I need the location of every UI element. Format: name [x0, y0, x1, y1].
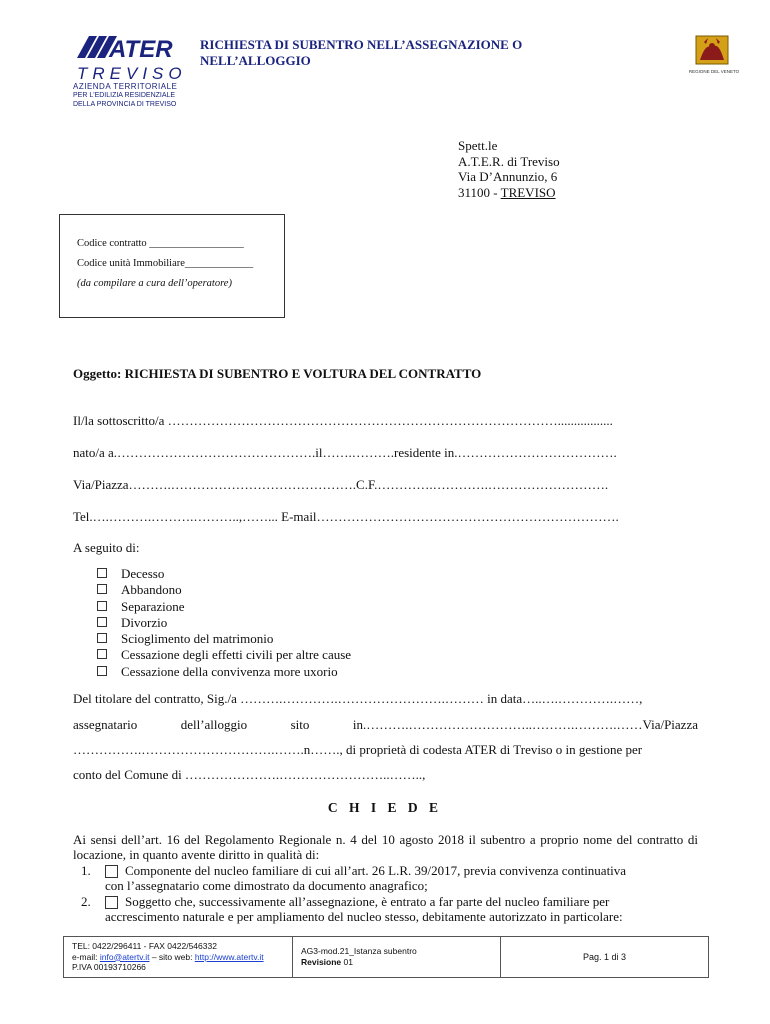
- operator-box: [59, 214, 285, 318]
- document-title-line2: NELL’ALLOGGIO: [200, 53, 311, 68]
- region-caption: REGIONE DEL VENETO: [688, 69, 740, 74]
- option-checkbox[interactable]: [105, 865, 118, 878]
- page-number: Pag. 1 di 3: [582, 952, 627, 962]
- cause-item[interactable]: [97, 647, 351, 663]
- document-title-line1: RICHIESTA DI SUBENTRO NELL’ASSEGNAZIONE O: [200, 37, 523, 52]
- footer-contacts: [64, 937, 293, 977]
- titolare-field[interactable]: Del titolare del contratto, Sig./a ……….………….…………………….……… in data…..….………….……,: [73, 691, 643, 706]
- subject-heading: Oggetto: RICHIESTA DI SUBENTRO E VOLTURA DEL CONTRATTO: [73, 366, 482, 381]
- footer-form-code: [293, 937, 501, 977]
- alloggio-word: in.……….………………………..……….……….……Via/Piazza: [352, 717, 698, 732]
- email-link[interactable]: info@atertv.it: [99, 951, 150, 962]
- logo-subtitle-line: DELLA PROVINCIA DI TREVISO: [73, 101, 177, 108]
- request-paragraph: Ai sensi dell’art. 16 del Regolamento Regionale n. 4 del 10 agosto 2018 il subentro a proprio nome del contratto di locazione, in quanto avente diritto in qualità di:: [73, 832, 698, 862]
- cause-item[interactable]: [97, 631, 351, 647]
- page-footer: [63, 936, 709, 978]
- comune-field[interactable]: conto del Comune di ………………….……………………..……..,: [73, 767, 426, 782]
- option-text-cont: con l’assegnatario come dimostrato da documento anagrafico;: [105, 878, 428, 893]
- checkbox[interactable]: [97, 601, 107, 611]
- footer-web-prefix: – sito web:: [149, 951, 195, 962]
- cause-item[interactable]: [97, 599, 351, 615]
- addressee-cap: 31100 -: [458, 184, 501, 200]
- addressee-block: [458, 138, 560, 200]
- cause-item[interactable]: [97, 582, 351, 598]
- checkbox[interactable]: [97, 633, 107, 643]
- revision-number: 01: [341, 956, 353, 967]
- nato-residente-field[interactable]: nato/a a.……………………………………….il…….……….residente in.……………………………….: [73, 445, 617, 460]
- via-cf-field[interactable]: Via/Piazza……….…………………………………….C.F.………….………….……………………….: [73, 477, 609, 492]
- logo-subtitle-line: PER L'EDILIZIA RESIDENZIALE: [73, 92, 176, 99]
- option-text-cont: accrescimento naturale e per ampliamento del nucleo stesso, debitamente autorizzato in particolare:: [105, 909, 623, 924]
- option-text: Componente del nucleo familiare di cui all’art. 26 L.R. 39/2017, previa convivenza continuativa: [125, 863, 627, 878]
- footer-web-line: [72, 952, 292, 963]
- cause-label: Abbandono: [121, 582, 182, 598]
- addressee-city-line: [458, 185, 560, 201]
- form-code: AG3-mod.21_Istanza subentro: [301, 946, 417, 956]
- cause-checklist: [97, 566, 351, 680]
- option-number: 2.: [81, 894, 91, 909]
- option-item[interactable]: [73, 863, 698, 893]
- cause-label: Cessazione della convivenza more uxorio: [121, 663, 338, 679]
- checkbox[interactable]: [97, 568, 107, 578]
- option-item[interactable]: [73, 894, 698, 924]
- proprieta-field[interactable]: …………….………………………….…….n……., di proprietà di codesta ATER di Treviso o in gestione per: [73, 742, 643, 757]
- operator-note: (da compilare a cura dell’operatore): [77, 278, 232, 289]
- cause-item[interactable]: [97, 566, 351, 582]
- alloggio-word: sito: [290, 717, 310, 732]
- alloggio-word: assegnatario: [73, 717, 138, 732]
- codice-unita-field[interactable]: Codice unità Immobiliare_____________: [77, 258, 254, 269]
- footer-piva: P.IVA 00193710266: [72, 962, 146, 972]
- addressee-line: A.T.E.R. di Treviso: [458, 153, 560, 169]
- checkbox[interactable]: [97, 649, 107, 659]
- cause-label: Cessazione degli effetti civili per altre cause: [121, 647, 352, 663]
- checkbox[interactable]: [97, 617, 107, 627]
- alloggio-word: dell’alloggio: [180, 717, 248, 732]
- logo-subtitle: [73, 82, 177, 109]
- footer-email-prefix: e-mail:: [72, 951, 100, 962]
- logo-brand: ATER: [109, 36, 173, 63]
- checkbox[interactable]: [97, 666, 107, 676]
- logo-subtitle-line: AZIENDA TERRITORIALE: [73, 82, 178, 91]
- tel-email-field[interactable]: Tel.….……….……….………..,……... E-mail…………………………………………………………….: [73, 509, 619, 524]
- footer-tel: TEL: 0422/296411 - FAX 0422/546332: [72, 941, 217, 951]
- option-checkbox[interactable]: [105, 896, 118, 909]
- revision-line: [301, 957, 500, 968]
- logo-city: TREVISO: [77, 64, 187, 83]
- cause-label: Separazione: [121, 598, 185, 614]
- cause-item[interactable]: [97, 615, 351, 631]
- addressee-line: Spett.le: [458, 138, 498, 153]
- codice-contratto-field[interactable]: Codice contratto __________________: [77, 238, 244, 249]
- cause-item[interactable]: [97, 664, 351, 680]
- sottoscritto-field[interactable]: Il/la sottoscritto/a ……………………………………………………………………………….................: [73, 413, 613, 428]
- website-link[interactable]: http://www.atertv.it: [194, 951, 264, 962]
- cause-label: Decesso: [121, 566, 165, 581]
- cause-label: Scioglimento del matrimonio: [121, 631, 274, 647]
- option-text: Soggetto che, successivamente all’assegnazione, è entrato a far parte del nucleo familiare per: [125, 894, 610, 909]
- cause-label: Divorzio: [121, 614, 168, 630]
- chiede-heading: C H I E D E: [327, 800, 443, 815]
- addressee-city: TREVISO: [500, 184, 556, 200]
- revision-label: Revisione: [301, 956, 342, 967]
- option-number: 1.: [81, 863, 91, 878]
- ater-logo: [75, 36, 187, 83]
- addressee-line: Via D’Annunzio, 6: [458, 169, 558, 184]
- seguito-label: A seguito di:: [73, 540, 140, 555]
- alloggio-row[interactable]: [73, 717, 698, 733]
- document-title: [200, 37, 580, 69]
- checkbox[interactable]: [97, 584, 107, 594]
